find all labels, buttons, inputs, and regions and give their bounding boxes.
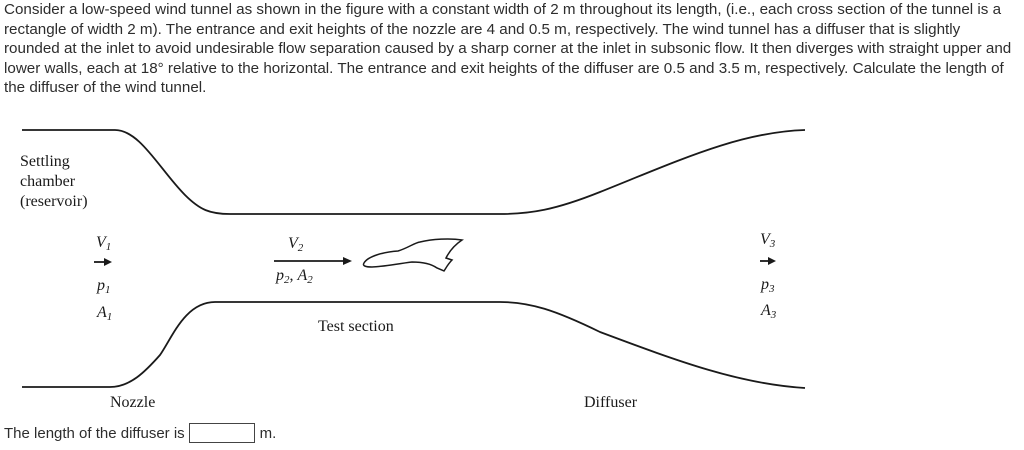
airplane-model xyxy=(363,239,462,271)
wind-tunnel-diagram xyxy=(0,110,1024,420)
a1-label: A1 xyxy=(97,304,113,323)
wind-tunnel-figure xyxy=(0,110,1024,420)
v2-label: V2 xyxy=(288,235,304,254)
settling-label-line2: chamber xyxy=(20,173,76,190)
upper-wall xyxy=(22,130,805,214)
nozzle-label: Nozzle xyxy=(110,394,156,411)
v3-arrow xyxy=(760,257,776,265)
test-section-label: Test section xyxy=(318,318,394,335)
answer-prompt: The length of the diffuser is xyxy=(4,424,185,442)
diffuser-label: Diffuser xyxy=(584,394,638,411)
v3-label: V3 xyxy=(760,231,776,250)
settling-label-line3: (reservoir) xyxy=(20,193,88,210)
lower-wall xyxy=(22,302,805,388)
p2-a2-label: p2, A2 xyxy=(276,267,313,286)
v2-arrow xyxy=(274,257,352,265)
p3-label: p3 xyxy=(761,276,775,295)
settling-label-line1: Settling xyxy=(20,153,70,170)
problem-statement: Consider a low-speed wind tunnel as shown in the figure with a constant width of 2 m throughout its length, (i.e., each cross section of the tunnel is a rectangle of width 2 m). The entrance and exit heights of the nozzle are 4 and 0.5 m, respectively. The wind tunnel has a diffuser that is slightly rounded at the inlet to avoid undesirable flow separation caused by a sharp corner at the inlet in subsonic flow. It then diverges with straight upper and lower walls, each at 18° relative to the horizontal. The entrance and exit heights of the diffuser are 0.5 and 3.5 m, respectively. Calculate the length of the diffuser of the wind tunnel. xyxy=(4,1,1012,97)
diffuser-length-input[interactable] xyxy=(189,423,255,443)
answer-unit: m. xyxy=(259,424,277,442)
p1-label: p1 xyxy=(97,277,111,296)
answer-row xyxy=(4,423,276,443)
v1-label: V1 xyxy=(96,234,112,253)
v1-arrow xyxy=(94,258,112,266)
a3-label: A3 xyxy=(761,302,777,321)
